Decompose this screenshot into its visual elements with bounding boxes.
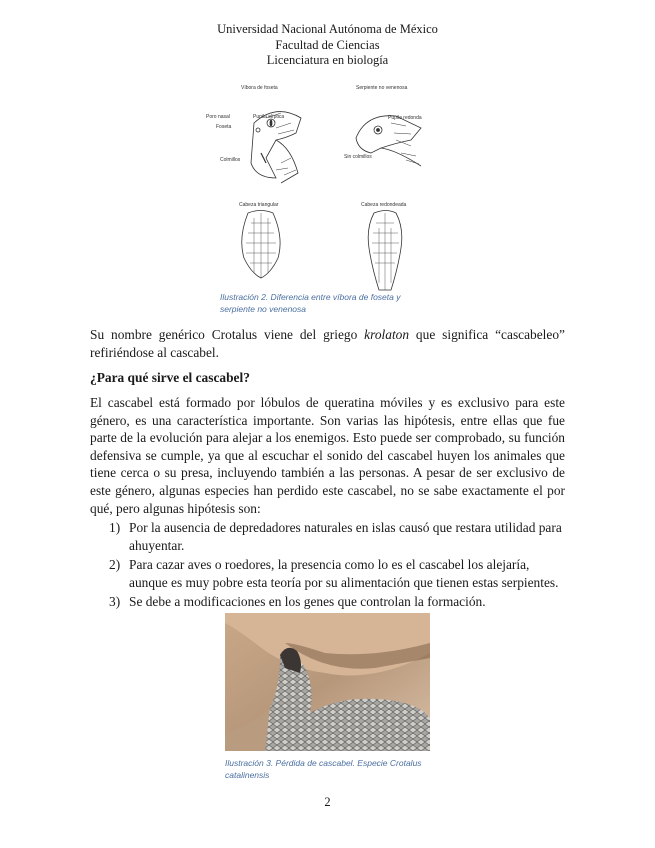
figure-3-caption — [225, 757, 445, 781]
pit-viper-top-head — [242, 211, 280, 279]
header-faculty: Facultad de Ciencias — [275, 37, 380, 52]
list-item — [90, 556, 565, 591]
caption-line: catalinensis — [225, 770, 270, 780]
pit-viper-side-head — [251, 112, 301, 183]
snake-diagram-figure — [206, 78, 446, 292]
rattlesnake-photo — [225, 613, 430, 751]
label-head-triangular: Cabeza triangular — [239, 202, 279, 208]
page-number: 2 — [324, 795, 331, 809]
snake-tail-photo — [225, 613, 430, 751]
label-no-fangs: Sin colmillos — [344, 154, 372, 160]
list-number: 3) — [109, 594, 121, 610]
left-title: Víbora de foseta — [241, 85, 278, 91]
list-item — [90, 519, 565, 554]
snake-head-illustration — [206, 78, 446, 292]
italic-term: krolaton — [364, 327, 410, 342]
label-nostril: Poro nasal — [206, 114, 230, 120]
caption-line: Ilustración 3. Pérdida de cascabel. Especie Crotalus — [225, 758, 422, 768]
list-number: 2) — [109, 557, 121, 573]
label-pupil-elliptical: Pupila elíptica — [253, 114, 285, 120]
section-heading: ¿Para qué sirve el cascabel? — [90, 370, 250, 385]
label-pit: Foseta — [216, 124, 232, 130]
header-degree: Licenciatura en biología — [266, 53, 389, 67]
paragraph-rattle: El cascabel está formado por lóbulos de queratina móviles y es exclusivo para este género, es una característica importante. Son varias las hipótesis, entre ellas que fue parte de la evolución para alejar a los enemigos. Esto puede ser comprobado, su función defensiva se cumple, ya que al escuchar el sonido del cascabel huyen los animales que tiene cerca o su presa, incluyendo también a las personas. A pesar de ser exclusivo de este género, algunas especies han perdido este cascabel, no se sabe exactamente el por qué, pero algunas hipótesis son: — [90, 395, 565, 516]
list-number: 1) — [109, 520, 121, 535]
header-university: Universidad Nacional Autónoma de México — [217, 22, 438, 36]
paragraph-name-origin — [90, 326, 565, 361]
list-text: Para cazar aves o roedores, la presencia como lo es el cascabel los alejaría, aunque es muy pobre esta teoría por su alimentación que tienen estas serpientes. — [129, 557, 559, 590]
list-item — [90, 593, 565, 611]
text-run: Su nombre genérico Crotalus viene del griego — [90, 327, 365, 342]
text-run: que significa “cascabeleo” refiriéndose al cascabel. — [90, 327, 565, 360]
caption-line: serpiente no venenosa — [220, 304, 307, 314]
label-head-rounded: Cabeza redondeada — [361, 202, 407, 208]
caption-line: Ilustración 2. Diferencia entre víbora de foseta y — [220, 292, 401, 302]
right-title: Serpiente no venenosa — [356, 85, 408, 91]
list-text: Se debe a modificaciones en los genes que controlan la formación. — [129, 594, 486, 610]
document-header — [0, 22, 655, 69]
non-venomous-top-head — [368, 211, 402, 291]
figure-2-caption — [220, 291, 430, 315]
label-pupil-round: Pupila redonda — [388, 115, 422, 121]
label-fangs: Colmillos — [220, 157, 241, 163]
hypotheses-list — [90, 519, 565, 613]
list-text: Por la ausencia de depredadores naturales en islas causó que restara utilidad para ahuyentar. — [129, 520, 562, 553]
